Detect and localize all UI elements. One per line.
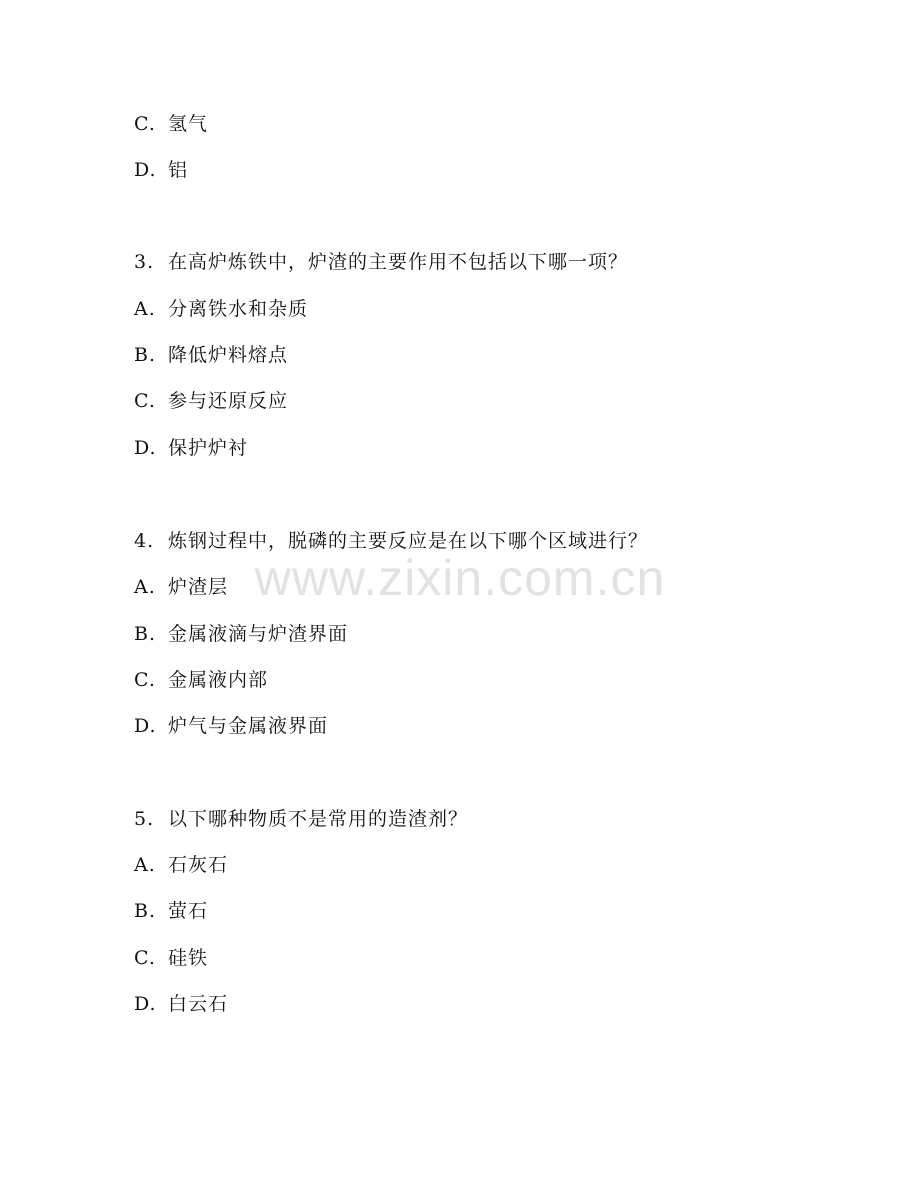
question-text: 炼钢过程中，脱磷的主要反应是在以下哪个区域进行？ — [168, 530, 649, 552]
option-label: D. — [134, 993, 157, 1015]
option-label: A. — [134, 576, 156, 598]
option-a — [134, 853, 228, 877]
option-text: 炉气与金属液界面 — [168, 715, 329, 737]
option-text: 分离铁水和杂质 — [168, 298, 309, 320]
option-label: A. — [134, 854, 156, 876]
option-d — [134, 436, 248, 460]
option-c — [134, 946, 208, 970]
question-text: 在高炉炼铁中，炉渣的主要作用不包括以下哪一项？ — [168, 251, 629, 273]
option-text: 氢气 — [168, 113, 209, 135]
option-d — [134, 158, 188, 182]
option-a — [134, 297, 308, 321]
option-text: 萤石 — [168, 900, 209, 922]
option-label: A. — [134, 298, 156, 320]
option-c — [134, 668, 268, 692]
option-label: B. — [134, 344, 157, 366]
option-b — [134, 622, 348, 646]
question-number: 4. — [134, 530, 155, 552]
option-label: C. — [134, 669, 156, 691]
question-3-stem — [134, 250, 628, 274]
question-text: 以下哪种物质不是常用的造渣剂？ — [168, 808, 469, 830]
option-label: C. — [134, 113, 156, 135]
watermark: www.zixin.com.cn — [254, 550, 666, 606]
option-label: C. — [134, 947, 156, 969]
option-text: 金属液滴与炉渣界面 — [168, 623, 349, 645]
option-text: 白云石 — [168, 993, 229, 1015]
option-label: D. — [134, 159, 157, 181]
option-d — [134, 992, 228, 1016]
option-text: 硅铁 — [168, 947, 209, 969]
option-c — [134, 389, 288, 413]
option-b — [134, 899, 208, 923]
option-text: 石灰石 — [168, 854, 229, 876]
question-number: 3. — [134, 251, 155, 273]
option-label: B. — [134, 623, 157, 645]
option-text: 铝 — [168, 159, 189, 181]
option-text: 炉渣层 — [168, 576, 229, 598]
question-5-stem — [134, 807, 468, 831]
option-c — [134, 112, 208, 136]
option-d — [134, 714, 328, 738]
option-b — [134, 343, 288, 367]
option-text: 参与还原反应 — [168, 390, 289, 412]
option-label: C. — [134, 390, 156, 412]
option-label: B. — [134, 900, 157, 922]
option-label: D. — [134, 715, 157, 737]
option-label: D. — [134, 437, 157, 459]
question-number: 5. — [134, 808, 155, 830]
option-text: 金属液内部 — [168, 669, 269, 691]
option-text: 保护炉衬 — [168, 437, 249, 459]
option-text: 降低炉料熔点 — [168, 344, 289, 366]
